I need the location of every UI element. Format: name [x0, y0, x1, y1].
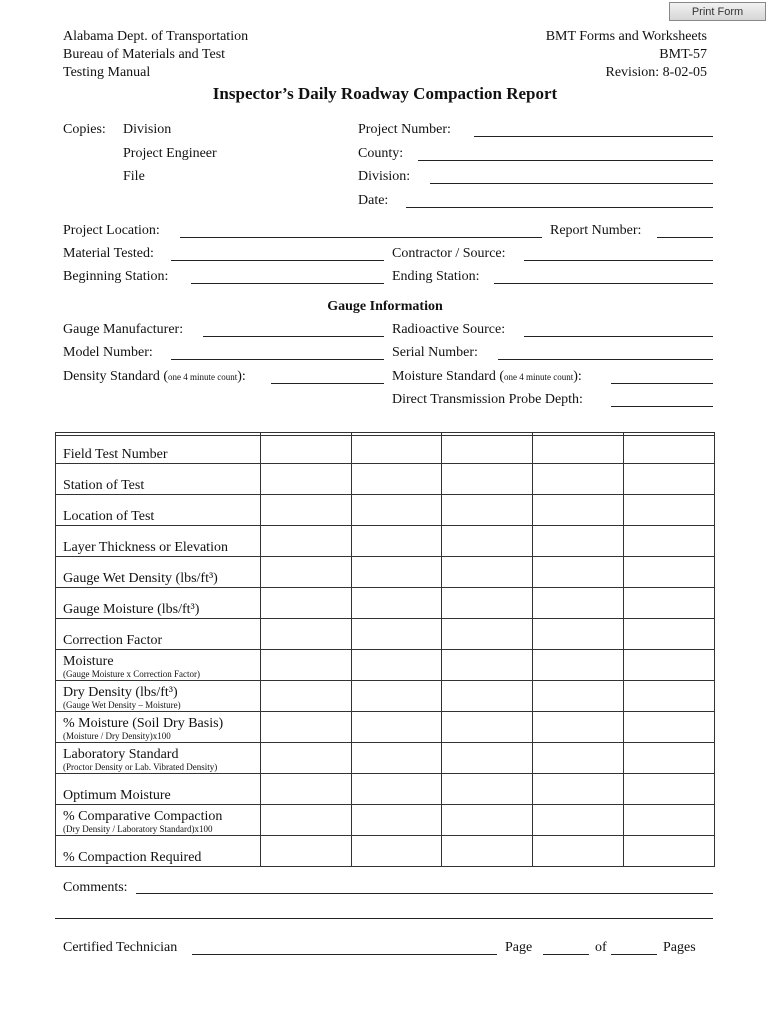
beginning-station-field[interactable]	[191, 283, 384, 284]
project-location-label: Project Location:	[63, 223, 160, 238]
table-row-label	[56, 836, 261, 867]
table-cell[interactable]	[260, 774, 351, 805]
table-cell[interactable]	[351, 836, 442, 867]
table-cell[interactable]	[533, 557, 624, 588]
row-label-text: % Compaction Required	[63, 850, 202, 865]
table-cell[interactable]	[351, 650, 442, 681]
table-cell[interactable]	[624, 743, 715, 774]
gauge-manufacturer-label: Gauge Manufacturer:	[63, 322, 184, 337]
table-row	[56, 681, 715, 712]
row-label-formula: (Dry Density / Laboratory Standard)x100	[63, 824, 213, 834]
row-label-text: Dry Density (lbs/ft³)	[63, 685, 178, 700]
table-row	[56, 712, 715, 743]
field-test-table	[55, 432, 715, 867]
probe-depth-label: Direct Transmission Probe Depth:	[392, 392, 583, 407]
table-cell[interactable]	[442, 836, 533, 867]
header-right-line-3: Revision: 8-02-05	[605, 65, 707, 80]
table-cell[interactable]	[533, 805, 624, 836]
table-cell[interactable]	[624, 436, 715, 464]
row-label-text: Correction Factor	[63, 633, 163, 648]
table-cell[interactable]	[624, 681, 715, 712]
contractor-source-field[interactable]	[524, 260, 713, 261]
table-cell[interactable]	[442, 681, 533, 712]
report-number-field[interactable]	[657, 237, 713, 238]
table-cell[interactable]	[260, 526, 351, 557]
table-cell[interactable]	[624, 588, 715, 619]
table-row	[56, 557, 715, 588]
table-cell[interactable]	[624, 464, 715, 495]
table-cell[interactable]	[533, 436, 624, 464]
table-cell[interactable]	[533, 619, 624, 650]
table-row-label	[56, 805, 261, 836]
county-label: County:	[358, 146, 404, 161]
table-cell[interactable]	[533, 743, 624, 774]
table-cell[interactable]	[442, 805, 533, 836]
copies-project-engineer: Project Engineer	[123, 146, 217, 161]
table-cell[interactable]	[260, 495, 351, 526]
table-cell[interactable]	[442, 774, 533, 805]
radioactive-source-field[interactable]	[524, 336, 713, 337]
table-cell[interactable]	[260, 743, 351, 774]
table-cell[interactable]	[624, 836, 715, 867]
row-label-text: Optimum Moisture	[63, 788, 171, 803]
table-cell[interactable]	[442, 619, 533, 650]
report-number-label: Report Number:	[550, 223, 642, 238]
copies-file: File	[123, 169, 145, 184]
table-row-label	[56, 436, 261, 464]
row-label-formula: (Moisture / Dry Density)x100	[63, 731, 171, 741]
table-cell[interactable]	[351, 712, 442, 743]
table-cell[interactable]	[442, 526, 533, 557]
density-standard-field[interactable]	[271, 383, 384, 384]
contractor-source-label: Contractor / Source:	[392, 246, 506, 261]
table-cell[interactable]	[260, 557, 351, 588]
row-label-text: Station of Test	[63, 478, 145, 493]
table-cell[interactable]	[351, 774, 442, 805]
table-cell[interactable]	[624, 650, 715, 681]
table-row	[56, 495, 715, 526]
moisture-standard-field[interactable]	[611, 383, 713, 384]
project-number-label: Project Number:	[358, 122, 451, 137]
probe-depth-field[interactable]	[611, 406, 713, 407]
table-cell[interactable]	[624, 619, 715, 650]
table-cell[interactable]	[260, 588, 351, 619]
table-cell[interactable]	[624, 712, 715, 743]
row-label-formula: (Gauge Moisture x Correction Factor)	[63, 669, 200, 679]
ending-station-field[interactable]	[494, 283, 713, 284]
table-row-label	[56, 681, 261, 712]
row-label-formula: (Gauge Wet Density – Moisture)	[63, 700, 181, 710]
table-cell[interactable]	[624, 526, 715, 557]
pages-label: Pages	[663, 940, 696, 955]
table-cell[interactable]	[442, 557, 533, 588]
comments-label: Comments:	[63, 880, 128, 895]
header-right-line-2: BMT-57	[659, 47, 707, 62]
certified-technician-field[interactable]	[192, 954, 497, 955]
table-row-label	[56, 464, 261, 495]
table-cell[interactable]	[533, 650, 624, 681]
serial-number-field[interactable]	[498, 359, 713, 360]
table-row	[56, 650, 715, 681]
project-number-field[interactable]	[474, 136, 713, 137]
certified-technician-label: Certified Technician	[63, 940, 178, 955]
total-pages-field[interactable]	[611, 954, 657, 955]
table-row-label	[56, 650, 261, 681]
radioactive-source-label: Radioactive Source:	[392, 322, 506, 337]
header-left-line-2: Bureau of Materials and Test	[63, 47, 226, 62]
table-row	[56, 743, 715, 774]
table-cell[interactable]	[351, 805, 442, 836]
table-cell[interactable]	[351, 526, 442, 557]
ending-station-label: Ending Station:	[392, 269, 480, 284]
table-cell[interactable]	[351, 495, 442, 526]
table-row	[56, 464, 715, 495]
row-label-text: Location of Test	[63, 509, 155, 524]
table-cell[interactable]	[351, 436, 442, 464]
date-field[interactable]	[406, 207, 713, 208]
table-row	[56, 619, 715, 650]
division-label: Division:	[358, 169, 411, 184]
moisture-standard-end: ):	[573, 369, 582, 384]
table-cell[interactable]	[351, 743, 442, 774]
page-label: Page	[505, 940, 533, 955]
table-row-label	[56, 557, 261, 588]
division-field[interactable]	[430, 183, 713, 184]
table-cell[interactable]	[533, 464, 624, 495]
table-cell[interactable]	[442, 588, 533, 619]
table-cell[interactable]	[260, 836, 351, 867]
table-cell[interactable]	[351, 681, 442, 712]
row-label-text: % Comparative Compaction	[63, 809, 223, 824]
of-label: of	[595, 940, 607, 955]
table-cell[interactable]	[624, 557, 715, 588]
table-cell[interactable]	[442, 743, 533, 774]
table-cell[interactable]	[260, 712, 351, 743]
table-cell[interactable]	[442, 464, 533, 495]
county-field[interactable]	[418, 160, 713, 161]
gauge-manufacturer-field[interactable]	[203, 336, 384, 337]
table-cell[interactable]	[260, 464, 351, 495]
table-row	[56, 588, 715, 619]
comments-divider	[55, 918, 713, 919]
table-row-label	[56, 619, 261, 650]
print-form-button[interactable]: Print Form	[669, 2, 766, 21]
gauge-info-heading: Gauge Information	[327, 299, 443, 314]
row-label-text: Moisture	[63, 654, 114, 669]
table-cell[interactable]	[442, 650, 533, 681]
row-label-formula: (Proctor Density or Lab. Vibrated Density)	[63, 762, 218, 772]
moisture-standard-note: one 4 minute count	[503, 372, 574, 382]
table-row-label	[56, 743, 261, 774]
header-right-line-1: BMT Forms and Worksheets	[545, 29, 707, 44]
table-row	[56, 526, 715, 557]
moisture-standard-label	[392, 369, 582, 385]
comments-field[interactable]	[136, 893, 713, 894]
table-cell[interactable]	[624, 774, 715, 805]
table-cell[interactable]	[260, 681, 351, 712]
serial-number-label: Serial Number:	[392, 345, 478, 360]
table-row-label	[56, 774, 261, 805]
table-cell[interactable]	[351, 557, 442, 588]
copies-label: Copies:	[63, 122, 106, 137]
row-label-text: Gauge Wet Density (lbs/ft³)	[63, 571, 218, 586]
row-label-text: % Moisture (Soil Dry Basis)	[63, 716, 224, 731]
table-cell[interactable]	[351, 588, 442, 619]
table-row-label	[56, 526, 261, 557]
table-row-label	[56, 588, 261, 619]
table-cell[interactable]	[533, 774, 624, 805]
table-row	[56, 805, 715, 836]
table-row	[56, 836, 715, 867]
row-label-text: Layer Thickness or Elevation	[63, 540, 228, 555]
date-label: Date:	[358, 193, 389, 208]
page-number-field[interactable]	[543, 954, 589, 955]
table-cell[interactable]	[351, 464, 442, 495]
density-standard-label	[63, 369, 246, 385]
table-cell[interactable]	[442, 712, 533, 743]
moisture-standard-text: Moisture Standard (	[392, 369, 504, 384]
table-cell[interactable]	[533, 681, 624, 712]
beginning-station-label: Beginning Station:	[63, 269, 169, 284]
project-location-field[interactable]	[180, 237, 542, 238]
table-row	[56, 436, 715, 464]
table-cell[interactable]	[260, 805, 351, 836]
header-left-line-3: Testing Manual	[63, 65, 151, 80]
row-label-text: Gauge Moisture (lbs/ft³)	[63, 602, 200, 617]
table-cell[interactable]	[533, 588, 624, 619]
copies-division: Division	[123, 122, 172, 137]
density-standard-text: Density Standard (	[63, 369, 168, 384]
material-tested-field[interactable]	[171, 260, 384, 261]
table-cell[interactable]	[624, 805, 715, 836]
table-cell[interactable]	[533, 712, 624, 743]
table-cell[interactable]	[533, 526, 624, 557]
density-standard-end: ):	[237, 369, 246, 384]
table-cell[interactable]	[260, 650, 351, 681]
table-cell[interactable]	[533, 836, 624, 867]
model-number-field[interactable]	[171, 359, 384, 360]
table-cell[interactable]	[624, 495, 715, 526]
table-cell[interactable]	[533, 495, 624, 526]
row-label-text: Field Test Number	[63, 447, 168, 462]
model-number-label: Model Number:	[63, 345, 153, 360]
table-cell[interactable]	[351, 619, 442, 650]
page-title: Inspector’s Daily Roadway Compaction Report	[212, 84, 558, 103]
table-row	[56, 774, 715, 805]
header-left-line-1: Alabama Dept. of Transportation	[63, 29, 249, 44]
table-row-label	[56, 712, 261, 743]
table-cell[interactable]	[442, 495, 533, 526]
table-row-label	[56, 495, 261, 526]
material-tested-label: Material Tested:	[63, 246, 154, 261]
row-label-text: Laboratory Standard	[63, 747, 179, 762]
table-cell[interactable]	[260, 436, 351, 464]
table-cell[interactable]	[260, 619, 351, 650]
table-cell[interactable]	[442, 436, 533, 464]
density-standard-note: one 4 minute count	[167, 372, 238, 382]
